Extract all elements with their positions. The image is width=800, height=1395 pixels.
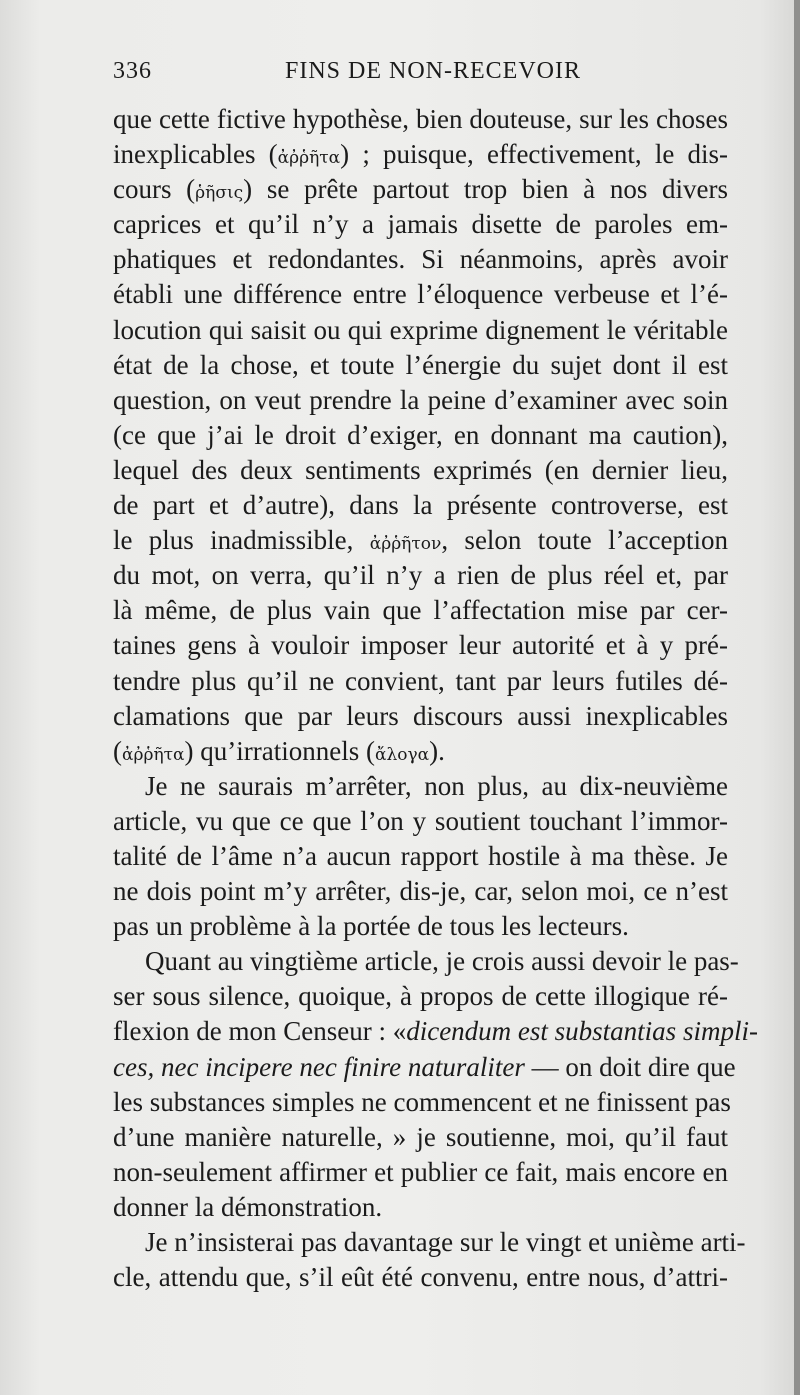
text-line: Je ne saurais m’arrêter, non plus, au dix-neuvième xyxy=(145,770,728,801)
text-line: question, on veut prendre la peine d’examiner avec soin xyxy=(113,384,728,415)
text-line: lequel des deux sentiments exprimés (en dernier lieu, xyxy=(113,454,728,485)
text-line: là même, de plus vain que l’affectation mise par cer- xyxy=(113,595,728,626)
page-number: 336 xyxy=(113,58,152,84)
text-line: cours (ῥῆσις) se prête partout trop bien à nos divers xyxy=(113,174,729,205)
greek-word: ῥῆσις xyxy=(195,183,244,204)
text-line: Quant au vingtième article, je crois aussi devoir le pas- xyxy=(145,946,739,977)
text-line: ces, nec incipere nec finire naturaliter — on doit dire que xyxy=(113,1051,736,1082)
greek-word: ἀῤῥῆτα xyxy=(277,148,341,169)
text-line: donner la démonstration. xyxy=(113,1191,383,1222)
text-line: article, vu que ce que l’on y soutient touchant l’immor- xyxy=(113,805,728,836)
latin-quote: dicendum est substantias simpli- xyxy=(406,1016,758,1047)
text-line: cle, attendu que, s’il eût été convenu, entre nous, d’attri- xyxy=(113,1262,728,1293)
text-line: état de la chose, et toute l’énergie du sujet dont il est xyxy=(113,349,728,380)
text-line: le plus inadmissible, ἀῤῥῆτον, selon toute l’acception xyxy=(113,525,728,556)
greek-word: ἀῤῥῆτον xyxy=(369,534,442,555)
greek-word: ἀῤῥῆτα xyxy=(122,744,185,765)
page-header xyxy=(113,58,733,92)
text-line: établi une différence entre l’éloquence verbeuse et l’é- xyxy=(113,279,728,310)
text-line: taines gens à vouloir imposer leur autorité et à y pré- xyxy=(113,630,728,661)
running-head: FINS DE NON-RECEVOIR xyxy=(285,58,581,84)
text-line: d’une manière naturelle, » je soutienne, moi, qu’il faut xyxy=(113,1121,728,1152)
text-line: les substances simples ne commencent et ne finissent pas xyxy=(113,1086,731,1117)
text-line: non-seulement affirmer et publier ce fait, mais encore en xyxy=(113,1156,728,1187)
text-line: pas un problème à la portée de tous les lecteurs. xyxy=(113,911,629,942)
text-line: Je n’insisterai pas davantage sur le vingt et unième arti- xyxy=(145,1227,746,1257)
text-line: caprices et qu’il n’y a jamais disette de paroles em- xyxy=(113,209,728,240)
text-line: tendre plus qu’il ne convient, tant par leurs futiles dé- xyxy=(113,665,728,696)
text-line: (ἀῤῥῆτα) qu’irrationnels (ἄλογα). xyxy=(113,735,445,766)
text-line: que cette fictive hypothèse, bien douteuse, sur les choses xyxy=(113,104,728,134)
text-line: locution qui saisit ou qui exprime dignement le véritable xyxy=(113,314,728,345)
text-line: flexion de mon Censeur : «dicendum est substantias simpli- xyxy=(113,1016,758,1047)
text-line: phatiques et redondantes. Si néanmoins, après avoir xyxy=(113,244,728,275)
latin-quote: ces, nec incipere nec finire naturaliter xyxy=(113,1051,525,1082)
text-line: clamations que par leurs discours aussi inexplicables xyxy=(113,700,728,731)
text-line: de part et d’autre), dans la présente controverse, est xyxy=(113,490,728,521)
text-line: inexplicables (ἀῤῥῆτα) ; puisque, effectivement, le dis- xyxy=(113,139,728,170)
text-line: (ce que j’ai le droit d’exiger, en donnant ma caution), xyxy=(113,419,728,450)
text-line: ser sous silence, quoique, à propos de cette illogique ré- xyxy=(113,981,728,1012)
text-line: ne dois point m’y arrêter, dis-je, car, selon moi, ce n’est xyxy=(113,876,728,907)
text-line: talité de l’âme n’a aucun rapport hostile à ma thèse. Je xyxy=(113,840,728,871)
text-line: du mot, on verra, qu’il n’y a rien de plus réel et, par xyxy=(113,560,728,591)
page-edge xyxy=(794,0,800,1395)
body-text xyxy=(113,102,758,1295)
greek-word: ἄλογα xyxy=(374,744,430,765)
